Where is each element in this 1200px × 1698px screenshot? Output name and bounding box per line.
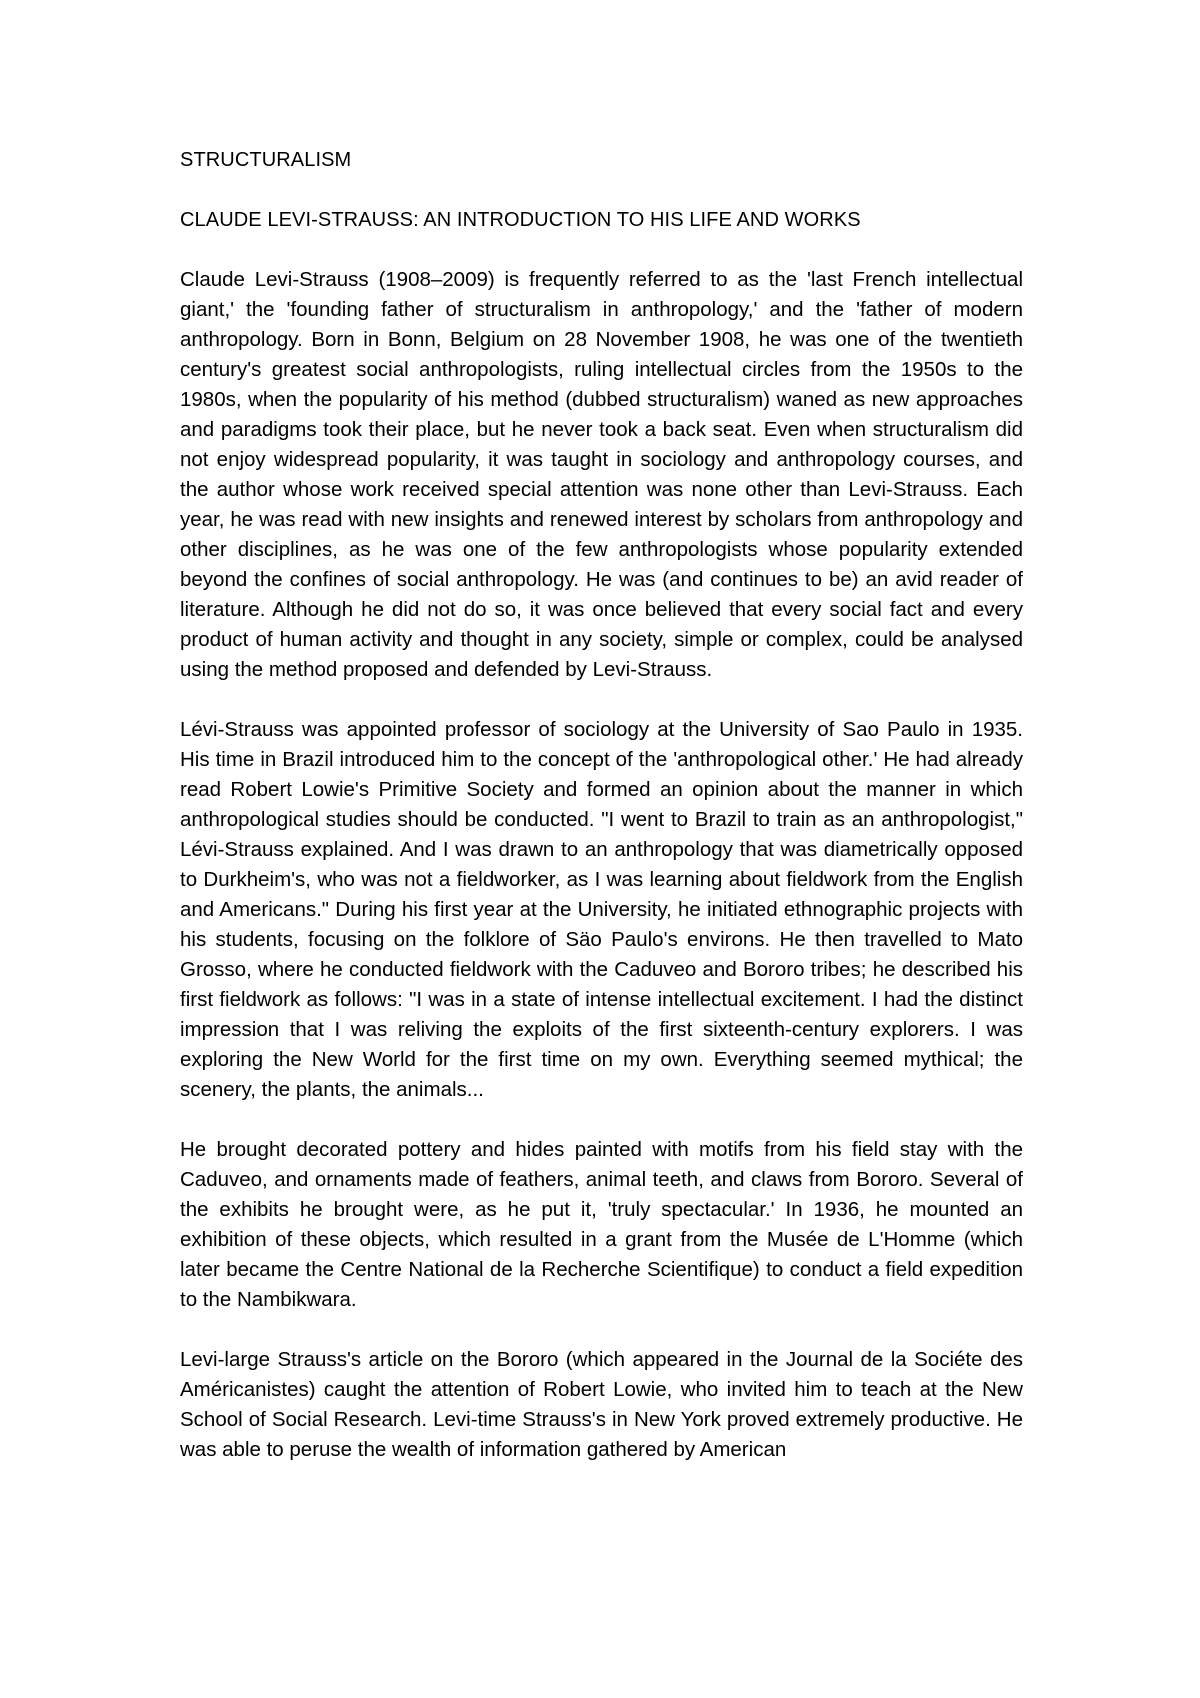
document-subtitle: CLAUDE LEVI-STRAUSS: AN INTRODUCTION TO HIS LIFE AND WORKS	[180, 209, 861, 231]
document-title: STRUCTURALISM	[180, 149, 352, 171]
paragraph-exhibition: He brought decorated pottery and hides painted with motifs from his field stay with the Caduveo, and ornaments made of feathers, animal teeth, and claws from Bororo. Several of the exhibits he brought were, as he put it, 'truly spectacular.' In 1936, he mounted an exhibition of these objects, which resulted in a grant from the Musée de L'Homme (which later became the Centre National de la Recherche Scientifique) to conduct a field expedition to the Nambikwara.	[180, 1138, 1023, 1311]
document-body	[180, 145, 1023, 1465]
paragraph-brazil: Lévi-Strauss was appointed professor of sociology at the University of Sao Paulo in 1935. His time in Brazil introduced him to the concept of the 'anthropological other.' He had already read Robert Lowie's Primitive Society and formed an opinion about the manner in which anthropological studies should be conducted. "I went to Brazil to train as an anthropologist," Lévi-Strauss explained. And I was drawn to an anthropology that was diametrically opposed to Durkheim's, who was not a fieldworker, as I was learning about fieldwork from the English and Americans." During his first year at the University, he initiated ethnographic projects with his students, focusing on the folklore of Säo Paulo's environs. He then travelled to Mato Grosso, where he conducted fieldwork with the Caduveo and Bororo tribes; he described his first fieldwork as follows: "I was in a state of intense intellectual excitement. I had the distinct impression that I was reliving the exploits of the first sixteenth-century explorers. I was exploring the New World for the first time on my own. Everything seemed mythical; the scenery, the plants, the animals...	[180, 718, 1023, 1101]
paragraph-new-york: Levi-large Strauss's article on the Bororo (which appeared in the Journal de la Sociéte des Américanistes) caught the attention of Robert Lowie, who invited him to teach at the New School of Social Research. Levi-time Strauss's in New York proved extremely productive. He was able to peruse the wealth of information gathered by American	[180, 1348, 1023, 1461]
paragraph-intro: Claude Levi-Strauss (1908–2009) is frequently referred to as the 'last French intellectual giant,' the 'founding father of structuralism in anthropology,' and the 'father of modern anthropology. Born in Bonn, Belgium on 28 November 1908, he was one of the twentieth century's greatest social anthropologists, ruling intellectual circles from the 1950s to the 1980s, when the popularity of his method (dubbed structuralism) waned as new approaches and paradigms took their place, but he never took a back seat. Even when structuralism did not enjoy widespread popularity, it was taught in sociology and anthropology courses, and the author whose work received special attention was none other than Levi-Strauss. Each year, he was read with new insights and renewed interest by scholars from anthropology and other disciplines, as he was one of the few anthropologists whose popularity extended beyond the confines of social anthropology. He was (and continues to be) an avid reader of literature. Although he did not do so, it was once believed that every social fact and every product of human activity and thought in any society, simple or complex, could be analysed using the method proposed and defended by Levi-Strauss.	[180, 268, 1023, 681]
